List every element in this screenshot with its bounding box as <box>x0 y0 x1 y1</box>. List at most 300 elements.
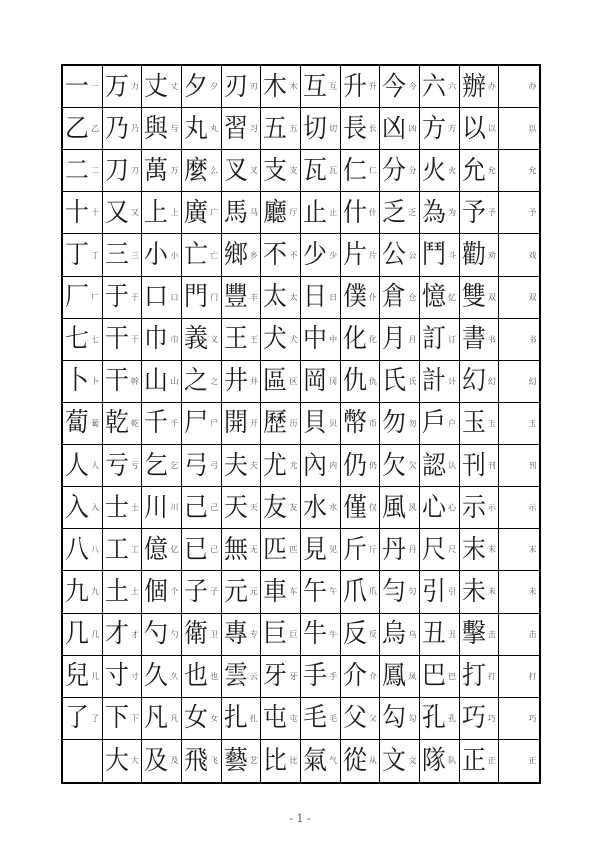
modern-character-label: 正 <box>487 756 496 766</box>
seal-script-character: 日 <box>303 282 327 313</box>
table-cell <box>460 66 500 108</box>
table-cell <box>63 656 103 698</box>
modern-character-label: 勾 <box>408 713 417 723</box>
table-cell <box>420 445 460 487</box>
seal-script-character: 少 <box>303 240 327 271</box>
table-cell <box>63 445 103 487</box>
table-cell <box>341 361 381 403</box>
modern-character-label: 上 <box>170 208 179 218</box>
modern-character-label: 中 <box>329 334 338 344</box>
seal-script-character: 岡 <box>303 366 327 397</box>
modern-character-label: 化 <box>368 334 377 344</box>
table-cell <box>499 234 539 276</box>
seal-script-character: 夕 <box>184 71 208 102</box>
seal-script-character: 片 <box>342 240 367 271</box>
table-cell <box>103 403 143 445</box>
table-cell <box>182 698 222 740</box>
seal-script-character: 僅 <box>342 492 367 523</box>
table-cell <box>103 571 143 613</box>
table-cell <box>63 150 103 192</box>
modern-character-label: 仁 <box>368 166 377 176</box>
table-cell <box>222 445 262 487</box>
modern-character-label: 丑 <box>448 629 457 639</box>
table-cell <box>261 192 301 234</box>
seal-script-character: 兒 <box>65 661 89 692</box>
modern-character-label: 天 <box>249 503 258 513</box>
table-cell <box>222 66 262 108</box>
modern-character-label: 历 <box>289 418 298 428</box>
table-cell <box>261 277 301 319</box>
modern-character-label: 支 <box>289 166 298 176</box>
modern-character-label: 千 <box>170 418 179 428</box>
table-cell <box>261 361 301 403</box>
seal-script-character: 豐 <box>223 282 248 313</box>
seal-script-character: 仍 <box>342 450 367 481</box>
seal-script-character: 衛 <box>184 619 208 650</box>
seal-script-character: 丑 <box>422 619 446 650</box>
modern-character-label: 六 <box>448 82 457 92</box>
modern-character-label: 日 <box>329 292 338 302</box>
modern-character-label: 么 <box>210 166 219 176</box>
seal-script-character <box>500 150 526 191</box>
seal-script-character: 書 <box>461 324 486 355</box>
table-cell <box>499 150 539 192</box>
modern-character-label: 乡 <box>249 250 258 260</box>
modern-character-label: 文 <box>408 756 417 766</box>
seal-script-character: 了 <box>65 703 89 734</box>
table-cell <box>261 66 301 108</box>
seal-script-character: 雲 <box>223 661 248 692</box>
modern-character-label: 门 <box>210 292 219 302</box>
table-cell <box>142 319 182 361</box>
table-cell <box>460 571 500 613</box>
table-cell <box>341 487 381 529</box>
table-cell <box>222 277 262 319</box>
table-cell <box>499 445 539 487</box>
modern-character-label: 击 <box>487 629 496 639</box>
table-cell <box>103 487 143 529</box>
table-cell <box>380 66 420 108</box>
table-cell <box>420 656 460 698</box>
modern-character-label: 厅 <box>289 208 298 218</box>
modern-character-label: 订 <box>448 334 457 344</box>
modern-character-label: 未 <box>528 587 537 597</box>
modern-character-label: 久 <box>170 671 179 681</box>
modern-character-label: 以 <box>487 124 496 134</box>
seal-script-character: 內 <box>303 450 327 481</box>
table-cell <box>103 445 143 487</box>
table-cell <box>380 108 420 150</box>
modern-character-label: 书 <box>487 334 496 344</box>
modern-character-label: 七 <box>91 334 100 344</box>
table-cell <box>222 361 262 403</box>
modern-character-label: 巨 <box>289 629 298 639</box>
table-cell <box>420 571 460 613</box>
seal-script-character: 五 <box>263 113 288 144</box>
seal-script-character: 人 <box>65 450 89 481</box>
table-cell <box>142 529 182 571</box>
table-cell <box>63 698 103 740</box>
modern-character-label: 乙 <box>91 124 100 134</box>
seal-script-character: 麼 <box>184 155 208 186</box>
seal-script-character: 厂 <box>65 282 89 313</box>
seal-script-character: 升 <box>342 71 367 102</box>
seal-script-character: 己 <box>184 492 208 523</box>
modern-character-label: 己 <box>210 503 219 513</box>
seal-script-character: 勺 <box>144 619 169 650</box>
seal-script-character: 七 <box>65 324 89 355</box>
seal-script-character: 幻 <box>461 366 486 397</box>
modern-character-label: 已 <box>210 545 219 555</box>
table-cell <box>142 614 182 656</box>
table-cell <box>460 234 500 276</box>
table-cell <box>380 403 420 445</box>
table-cell <box>261 529 301 571</box>
modern-character-label: 亿 <box>170 545 179 555</box>
modern-character-label: 丸 <box>210 124 219 134</box>
modern-character-label: 劝 <box>487 250 496 260</box>
modern-character-label: 父 <box>368 713 377 723</box>
seal-script-character: 廳 <box>263 197 288 228</box>
table-cell <box>63 66 103 108</box>
table-cell <box>380 487 420 529</box>
table-cell <box>341 614 381 656</box>
seal-script-character: 專 <box>223 619 248 650</box>
seal-script-character: 毛 <box>303 703 327 734</box>
table-cell <box>301 277 341 319</box>
seal-script-character: 父 <box>342 703 367 734</box>
modern-character-label: 击 <box>528 629 537 639</box>
seal-script-character: 尺 <box>422 534 446 565</box>
seal-script-character: 鄉 <box>223 240 248 271</box>
modern-character-label: 介 <box>368 671 377 681</box>
table-cell <box>380 361 420 403</box>
seal-script-character: 車 <box>263 576 288 607</box>
modern-character-label: 不 <box>289 250 298 260</box>
seal-script-character: 乾 <box>104 408 129 439</box>
seal-script-character: 無 <box>223 534 248 565</box>
seal-script-character <box>500 66 526 107</box>
seal-script-character: 王 <box>223 324 248 355</box>
seal-script-character: 犬 <box>263 324 288 355</box>
table-cell <box>63 571 103 613</box>
table-cell <box>341 740 381 782</box>
table-cell <box>420 150 460 192</box>
table-cell <box>182 108 222 150</box>
modern-character-label: 公 <box>408 250 417 260</box>
table-cell <box>499 277 539 319</box>
seal-script-character: 手 <box>303 661 327 692</box>
seal-script-character: 山 <box>144 366 169 397</box>
seal-script-character: 巾 <box>144 324 169 355</box>
table-cell <box>380 192 420 234</box>
table-cell <box>460 614 500 656</box>
modern-character-label: 孔 <box>448 713 457 723</box>
table-cell <box>380 740 420 782</box>
seal-script-character: 氏 <box>382 366 407 397</box>
seal-script-character: 丸 <box>184 113 208 144</box>
modern-character-label: 末 <box>487 545 496 555</box>
modern-character-label: 寸 <box>130 671 139 681</box>
modern-character-label: 切 <box>329 124 338 134</box>
table-cell <box>261 740 301 782</box>
modern-character-label: 玉 <box>487 418 496 428</box>
table-cell <box>63 361 103 403</box>
seal-script-character: 小 <box>144 240 169 271</box>
modern-character-label: 反 <box>368 629 377 639</box>
modern-character-label: 扎 <box>249 713 258 723</box>
table-cell <box>420 614 460 656</box>
modern-character-label: 方 <box>448 124 457 134</box>
modern-character-label: 乃 <box>130 124 139 134</box>
seal-script-character: 大 <box>104 745 129 776</box>
seal-script-character: 比 <box>263 745 288 776</box>
seal-script-character: 元 <box>223 576 248 607</box>
table-cell <box>460 403 500 445</box>
modern-character-label: 小 <box>170 250 179 260</box>
seal-script-character: 乏 <box>382 197 407 228</box>
modern-character-label: 勺 <box>170 629 179 639</box>
modern-character-label: 比 <box>289 756 298 766</box>
table-cell <box>420 529 460 571</box>
table-cell <box>63 487 103 529</box>
seal-script-character: 個 <box>144 576 169 607</box>
table-cell <box>301 234 341 276</box>
seal-script-character: 士 <box>104 492 129 523</box>
modern-character-label: 友 <box>289 503 298 513</box>
modern-character-label: 办 <box>528 82 537 92</box>
modern-character-label: 巧 <box>528 713 537 723</box>
seal-script-character: 寸 <box>104 661 129 692</box>
modern-character-label: 开 <box>249 418 258 428</box>
table-cell <box>261 614 301 656</box>
table-cell <box>182 614 222 656</box>
table-cell <box>222 192 262 234</box>
table-cell <box>142 571 182 613</box>
seal-script-character: 也 <box>184 661 208 692</box>
table-cell <box>103 277 143 319</box>
modern-character-label: 毛 <box>329 713 338 723</box>
seal-script-character: 火 <box>422 155 446 186</box>
seal-script-character: 干 <box>104 324 129 355</box>
table-cell <box>182 150 222 192</box>
seal-script-character: 二 <box>65 155 89 186</box>
seal-script-character: 刃 <box>223 71 248 102</box>
seal-script-character: 反 <box>342 619 367 650</box>
table-cell <box>380 150 420 192</box>
modern-character-label: 欠 <box>408 461 417 471</box>
table-cell <box>182 445 222 487</box>
seal-script-character <box>500 614 526 655</box>
modern-character-label: 土 <box>130 587 139 597</box>
table-cell <box>261 234 301 276</box>
table-cell <box>182 66 222 108</box>
seal-script-character <box>500 698 526 739</box>
table-cell <box>420 698 460 740</box>
seal-script-character: 互 <box>303 71 327 102</box>
seal-script-character: 子 <box>184 576 208 607</box>
table-cell <box>301 529 341 571</box>
seal-script-character: 長 <box>342 113 367 144</box>
table-cell <box>261 108 301 150</box>
modern-character-label: 允 <box>528 166 537 176</box>
seal-script-character: 几 <box>65 619 89 650</box>
seal-script-character: 以 <box>461 113 486 144</box>
table-cell <box>261 698 301 740</box>
modern-character-label: 匹 <box>289 545 298 555</box>
modern-character-label: 什 <box>368 208 377 218</box>
table-cell <box>142 445 182 487</box>
seal-script-character: 蔔 <box>65 408 89 439</box>
seal-script-character: 引 <box>422 576 446 607</box>
seal-script-character: 丁 <box>65 240 89 271</box>
modern-character-label: 几 <box>91 629 100 639</box>
modern-character-label: 十 <box>91 208 100 218</box>
modern-character-label: 午 <box>329 587 338 597</box>
modern-character-label: 幹 <box>130 376 139 386</box>
modern-character-label: 广 <box>210 208 219 218</box>
seal-script-character: 午 <box>303 576 327 607</box>
seal-script-character: 久 <box>144 661 169 692</box>
seal-script-character: 扎 <box>223 703 248 734</box>
table-cell <box>63 234 103 276</box>
seal-script-character: 千 <box>144 408 169 439</box>
table-cell <box>460 740 500 782</box>
seal-script-character: 万 <box>104 71 129 102</box>
modern-character-label: 办 <box>487 82 496 92</box>
modern-character-label: 个 <box>170 587 179 597</box>
seal-script-character: 乃 <box>104 113 129 144</box>
table-cell <box>301 66 341 108</box>
seal-script-character: 不 <box>263 240 288 271</box>
seal-script-character: 亡 <box>184 240 208 271</box>
table-cell <box>499 571 539 613</box>
modern-character-label: 子 <box>210 587 219 597</box>
page-number: - 1 - <box>289 812 311 825</box>
modern-character-label: 月 <box>408 334 417 344</box>
table-cell <box>420 234 460 276</box>
seal-script-character: 門 <box>184 282 208 313</box>
seal-script-character: 打 <box>461 661 486 692</box>
table-cell <box>460 445 500 487</box>
seal-script-character: 太 <box>263 282 288 313</box>
table-cell <box>261 487 301 529</box>
seal-script-character: 瓦 <box>303 155 327 186</box>
table-cell <box>460 487 500 529</box>
seal-script-character: 夫 <box>223 450 248 481</box>
modern-character-label: 仅 <box>368 503 377 513</box>
modern-character-label: 冈 <box>329 376 338 386</box>
seal-script-character: 幣 <box>342 408 367 439</box>
table-cell <box>341 319 381 361</box>
table-cell <box>301 361 341 403</box>
seal-script-character: 六 <box>422 71 446 102</box>
seal-script-character: 中 <box>303 324 327 355</box>
modern-character-label: 巧 <box>487 713 496 723</box>
table-cell <box>142 277 182 319</box>
table-cell <box>222 108 262 150</box>
seal-script-character: 廣 <box>184 197 208 228</box>
modern-character-label: 干 <box>130 334 139 344</box>
seal-script-character: 弓 <box>184 450 208 481</box>
table-cell <box>420 66 460 108</box>
table-cell <box>301 445 341 487</box>
seal-script-character: 口 <box>144 282 169 313</box>
modern-character-label: 尸 <box>210 418 219 428</box>
seal-script-character: 憶 <box>422 282 446 313</box>
seal-script-character: 為 <box>422 197 446 228</box>
seal-script-character: 示 <box>461 492 486 523</box>
modern-character-label: 五 <box>289 124 298 134</box>
table-cell <box>301 192 341 234</box>
modern-character-label: 儿 <box>91 671 100 681</box>
table-cell <box>182 277 222 319</box>
table-cell <box>460 656 500 698</box>
table-cell <box>103 656 143 698</box>
modern-character-label: 正 <box>528 756 537 766</box>
modern-character-label: 心 <box>448 503 457 513</box>
modern-character-label: 今 <box>408 82 417 92</box>
table-cell <box>142 740 182 782</box>
modern-character-label: 予 <box>528 208 537 218</box>
modern-character-label: 王 <box>249 334 258 344</box>
seal-script-character: 川 <box>144 492 169 523</box>
modern-character-label: 九 <box>91 587 100 597</box>
modern-character-label: 专 <box>249 629 258 639</box>
table-cell <box>222 234 262 276</box>
modern-character-label: 仓 <box>408 292 417 302</box>
seal-script-character: 馬 <box>223 197 248 228</box>
seal-script-character: 八 <box>65 534 89 565</box>
table-cell <box>63 277 103 319</box>
seal-script-character: 辦 <box>461 71 486 102</box>
seal-script-character: 戶 <box>422 408 446 439</box>
seal-script-character: 天 <box>223 492 248 523</box>
table-cell <box>103 192 143 234</box>
modern-character-label: 幻 <box>487 376 496 386</box>
table-cell <box>341 150 381 192</box>
modern-character-label: 斗 <box>448 250 457 260</box>
modern-character-label: 止 <box>329 208 338 218</box>
table-cell <box>341 529 381 571</box>
modern-character-label: 示 <box>528 503 537 513</box>
table-cell <box>142 487 182 529</box>
seal-script-character: 擊 <box>461 619 486 650</box>
modern-character-label: 及 <box>170 756 179 766</box>
table-cell <box>460 277 500 319</box>
table-cell <box>301 403 341 445</box>
modern-character-label: 山 <box>170 376 179 386</box>
table-cell <box>222 571 262 613</box>
table-cell <box>63 403 103 445</box>
seal-script-character: 貝 <box>303 408 327 439</box>
seal-script-character: 計 <box>422 366 446 397</box>
modern-character-label: 允 <box>487 166 496 176</box>
table-cell <box>499 656 539 698</box>
table-cell <box>499 192 539 234</box>
table-cell <box>301 108 341 150</box>
modern-character-label: 风 <box>408 503 417 513</box>
modern-character-label: 刃 <box>249 82 258 92</box>
modern-character-label: 力 <box>130 82 139 92</box>
seal-script-character: 牛 <box>303 619 327 650</box>
table-cell <box>460 150 500 192</box>
seal-script-character: 義 <box>184 324 208 355</box>
table-cell <box>142 108 182 150</box>
table-cell <box>460 108 500 150</box>
seal-script-character: 一 <box>65 71 89 102</box>
modern-character-label: 工 <box>130 545 139 555</box>
